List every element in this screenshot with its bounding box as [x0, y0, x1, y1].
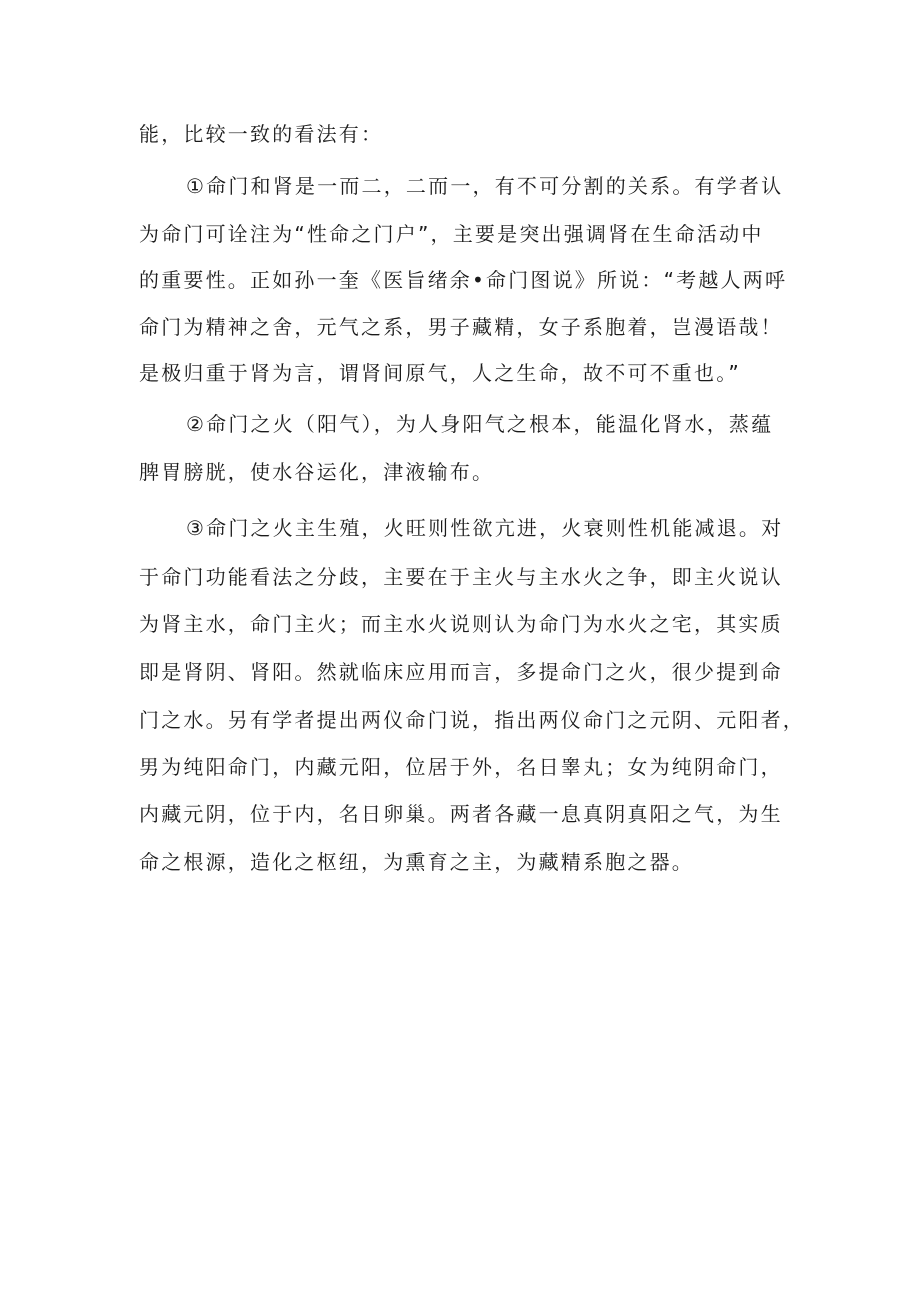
paragraph-3-line-2: 于命门功能看法之分歧，主要在于主火与主水火之争，即主火说认 — [139, 565, 783, 589]
intro-line: 能，比较一致的看法有： — [139, 122, 384, 146]
paragraph-1-line-2: 为命门可诠注为“性命之门户”，主要是突出强调肾在生命活动中 — [139, 222, 764, 246]
paragraph-3-line-1: ③命门之火主生殖，火旺则性欲亢进，火衰则性机能减退。对 — [186, 516, 784, 540]
paragraph-3-line-4: 即是肾阴、肾阳。然就临床应用而言，多提命门之火，很少提到命 — [139, 660, 783, 684]
paragraph-2-line-1: ②命门之火（阳气），为人身阳气之根本，能温化肾水，蒸蕴 — [186, 412, 774, 436]
paragraph-1-line-4: 命门为精神之舍，元气之系，男子藏精，女子系胞着，岂漫语哉！ — [139, 315, 783, 339]
paragraph-3-line-8: 命之根源，造化之枢纽，为熏育之主，为藏精系胞之器。 — [139, 850, 694, 874]
paragraph-3-line-6: 男为纯阳命门，内藏元阳，位居于外，名日睾丸；女为纯阴命门， — [139, 755, 783, 779]
paragraph-1-line-3: 的重要性。正如孙一奎《医旨绪余•命门图说》所说：“考越人两呼 — [139, 268, 788, 292]
paragraph-2-line-2: 脾胃膀胱，使水谷运化，津液输布。 — [139, 460, 495, 484]
paragraph-1-line-1: ①命门和肾是一而二，二而一，有不可分割的关系。有学者认 — [186, 174, 784, 198]
paragraph-3-line-3: 为肾主水，命门主火；而主水火说则认为命门为水火之宅，其实质 — [139, 612, 783, 636]
paragraph-3-line-5: 门之水。另有学者提出两仪命门说，指出两仪命门之元阴、元阳者， — [139, 708, 805, 732]
paragraph-1-line-5: 是极归重于肾为言，谓肾间原气，人之生命，故不可不重也。” — [139, 361, 741, 385]
paragraph-3-line-7: 内藏元阴，位于内，名日卵巢。两者各藏一息真阴真阳之气，为生 — [139, 802, 783, 826]
